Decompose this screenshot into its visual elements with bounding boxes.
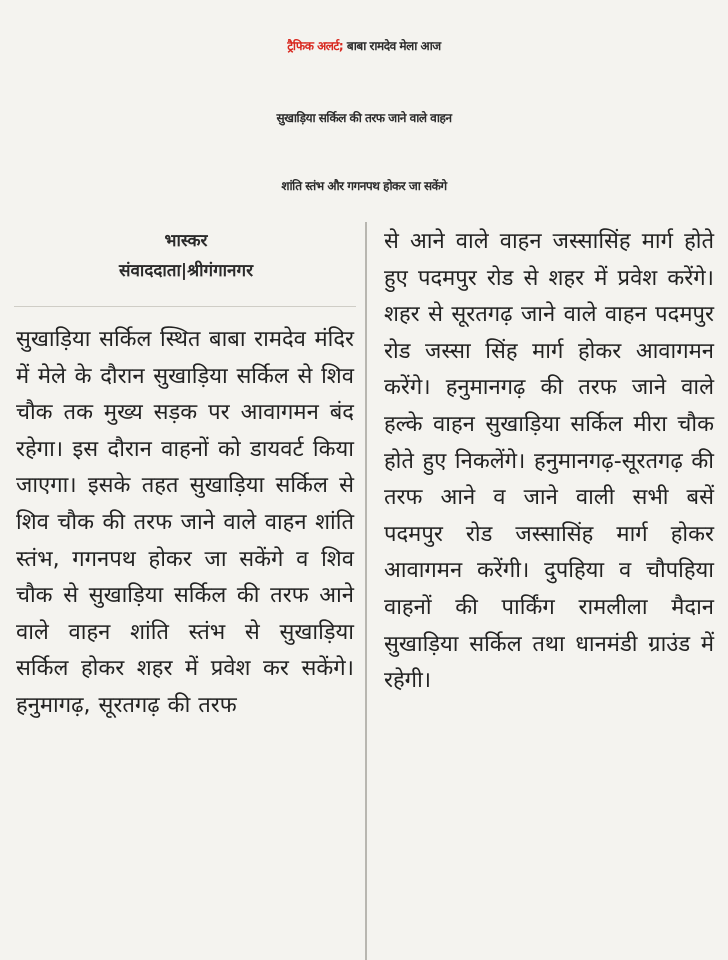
byline-rule <box>14 306 356 307</box>
headline-tag: ट्रैफिक अलर्ट; <box>287 39 344 53</box>
article-column-1: सुखाड़िया सर्किल स्थित बाबा रामदेव मंदिर में मेले के दौरान सुखाड़िया सर्किल से शिव चौक तक मुख्य सड़क पर आवागमन बंद रहेगा। इस दौरान वाहनों को डायवर्ट किया जाएगा। इसके तहत सुखाड़िया सर्किल से शिव चौक की तरफ जाने वाले वाहन शांति स्तंभ, गगनपथ होकर जा सकेंगे व शिव चौक से सुखाड़िया सर्किल की तरफ आने वाले वाहन शांति स्तंभ से सुखाड़िया सर्किल होकर शहर में प्रवेश कर सकेंगे। हनुमागढ़, सूरतगढ़ की तरफ <box>16 327 354 718</box>
headline-title-line3: शांति स्तंभ और गगनपथ होकर जा सकेंगे <box>281 179 447 193</box>
byline-reporter: संवाददाता|श्रीगंगानगर <box>118 261 254 281</box>
article-column-2: से आने वाले वाहन जस्सासिंह मार्ग होते हुए पदमपुर रोड से शहर में प्रवेश करेंगे। शहर से सूरतगढ़ जाने वाले वाहन पदमपुर रोड जस्सा सिंह मार्ग होकर आवागमन करेंगे। हनुमानगढ़ की तरफ जाने वाले हल्के वाहन सुखाड़िया सर्किल मीरा चौक होते हुए निकलेंगे। हनुमानगढ़-सूरतगढ़ की तरफ आने व जाने वाली सभी बसें पदमपुर रोड जस्सासिंह मार्ग होकर आवागमन करेंगी। दुपहिया व चौपहिया वाहनों की पार्किंग रामलीला मैदान सुखाड़िया सर्किल तथा धानमंडी ग्राउंड में रहेगी। <box>384 229 714 694</box>
headline-title-line2: सुखाड़िया सर्किल की तरफ जाने वाले वाहन <box>276 111 452 125</box>
headline-kicker <box>0 18 728 74</box>
byline-source: भास्कर <box>164 231 208 251</box>
column-divider <box>365 222 367 960</box>
headline-title-line1: बाबा रामदेव मेला आज <box>346 39 441 53</box>
